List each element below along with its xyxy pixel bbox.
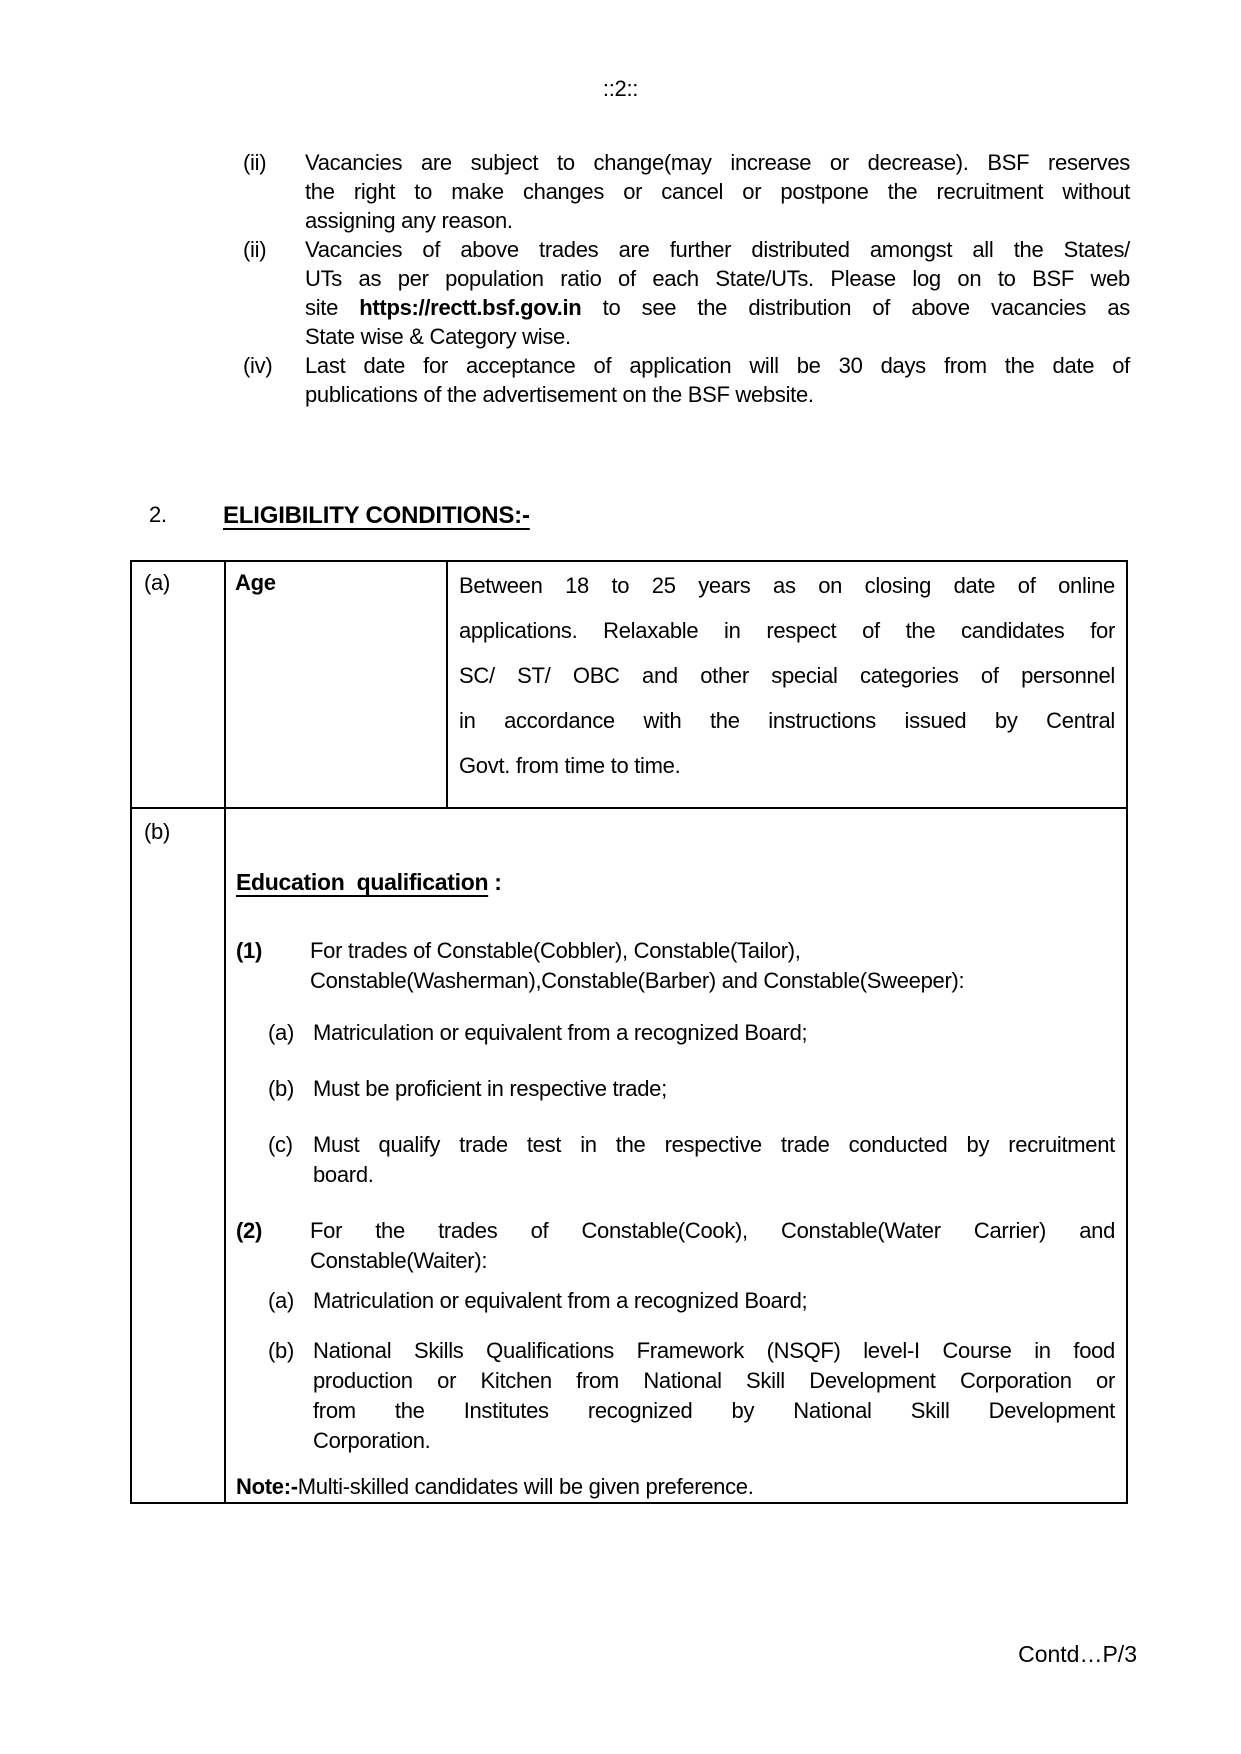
paragraph-number: (iv): [243, 353, 273, 378]
item-number: (2): [236, 1218, 262, 1243]
item-text: For the trades of Constable(Cook), Constable(Water Carrier) and Constable(Waiter):: [310, 1218, 1115, 1273]
row-a-serial: (a): [131, 561, 225, 808]
paragraph-number: (ii): [243, 150, 267, 175]
sub-number: (c): [268, 1132, 293, 1157]
section-number: 2.: [149, 502, 167, 527]
paragraph: [243, 351, 1130, 409]
sub-text: Matriculation or equivalent from a recognized Board;: [313, 1020, 808, 1045]
intro-paragraphs: [243, 148, 1130, 409]
paragraph-text: Vacancies of above trades are further distributed amongst all the States/ UTs as per population ratio of each State/UTs. Please log on to BSF web site https://rectt.bsf.gov.in to see the distribution of above vacancies as State wise & Category wise.: [305, 237, 1130, 349]
sub-text: Matriculation or equivalent from a recognized Board;: [313, 1288, 808, 1313]
age-label: Age: [225, 561, 447, 808]
education-item-1: [236, 936, 1115, 996]
sub-text: National Skills Qualifications Framework (NSQF) level-I Course in food production or Kitchen from National Skill Development Corporation or from the Institutes recognized by National Skill Development Corporation.: [313, 1338, 1115, 1453]
paragraph-text: Last date for acceptance of application will be 30 days from the date of publications of the advertisement on the BSF website.: [305, 353, 1130, 407]
sub-number: (b): [268, 1338, 294, 1363]
paragraph: [243, 235, 1130, 351]
paragraph: [243, 148, 1130, 235]
item-1-sub-b: [268, 1074, 1115, 1104]
item-text: For trades of Constable(Cobbler), Constable(Tailor), Constable(Washerman),Constable(Barber) and Constable(Sweeper):: [310, 938, 965, 993]
continued-marker: Contd…P/3: [1018, 1641, 1137, 1667]
education-heading: [236, 869, 1115, 896]
eligibility-table: [130, 560, 1128, 1504]
education-details: [225, 808, 1127, 1503]
sub-number: (a): [268, 1020, 294, 1045]
age-details: Between 18 to 25 years as on closing date of online applications. Relaxable in respect of the candidates for SC/ ST/ OBC and other special categories of personnel in accordance with the instructions issued by Central Govt. from time to time.: [447, 561, 1127, 808]
sub-number: (a): [268, 1288, 294, 1313]
item-2-sub-a: [268, 1286, 1115, 1316]
note: Note:-Multi-skilled candidates will be given preference.: [236, 1474, 754, 1499]
item-number: (1): [236, 938, 262, 963]
paragraph-text: Vacancies are subject to change(may increase or decrease). BSF reserves the right to make changes or cancel or postpone the recruitment without assigning any reason.: [305, 150, 1130, 233]
sub-text: Must qualify trade test in the respective trade conducted by recruitment board.: [313, 1132, 1115, 1187]
section-heading: [149, 502, 530, 530]
row-b-serial: (b): [131, 808, 225, 1503]
item-1-sub-a: [268, 1018, 1115, 1048]
education-heading-colon: :: [488, 869, 502, 895]
page-number: ::2::: [602, 76, 639, 101]
education-item-2: [236, 1216, 1115, 1276]
item-1-sub-c: [268, 1130, 1115, 1190]
education-heading-text: Education qualification: [236, 869, 489, 895]
item-2-sub-b: [268, 1336, 1115, 1456]
paragraph-number: (ii): [243, 237, 267, 262]
table-row-age: [131, 561, 1127, 808]
table-row-education: [131, 808, 1127, 1503]
sub-number: (b): [268, 1076, 294, 1101]
section-title: ELIGIBILITY CONDITIONS:-: [223, 502, 530, 529]
sub-text: Must be proficient in respective trade;: [313, 1076, 667, 1101]
